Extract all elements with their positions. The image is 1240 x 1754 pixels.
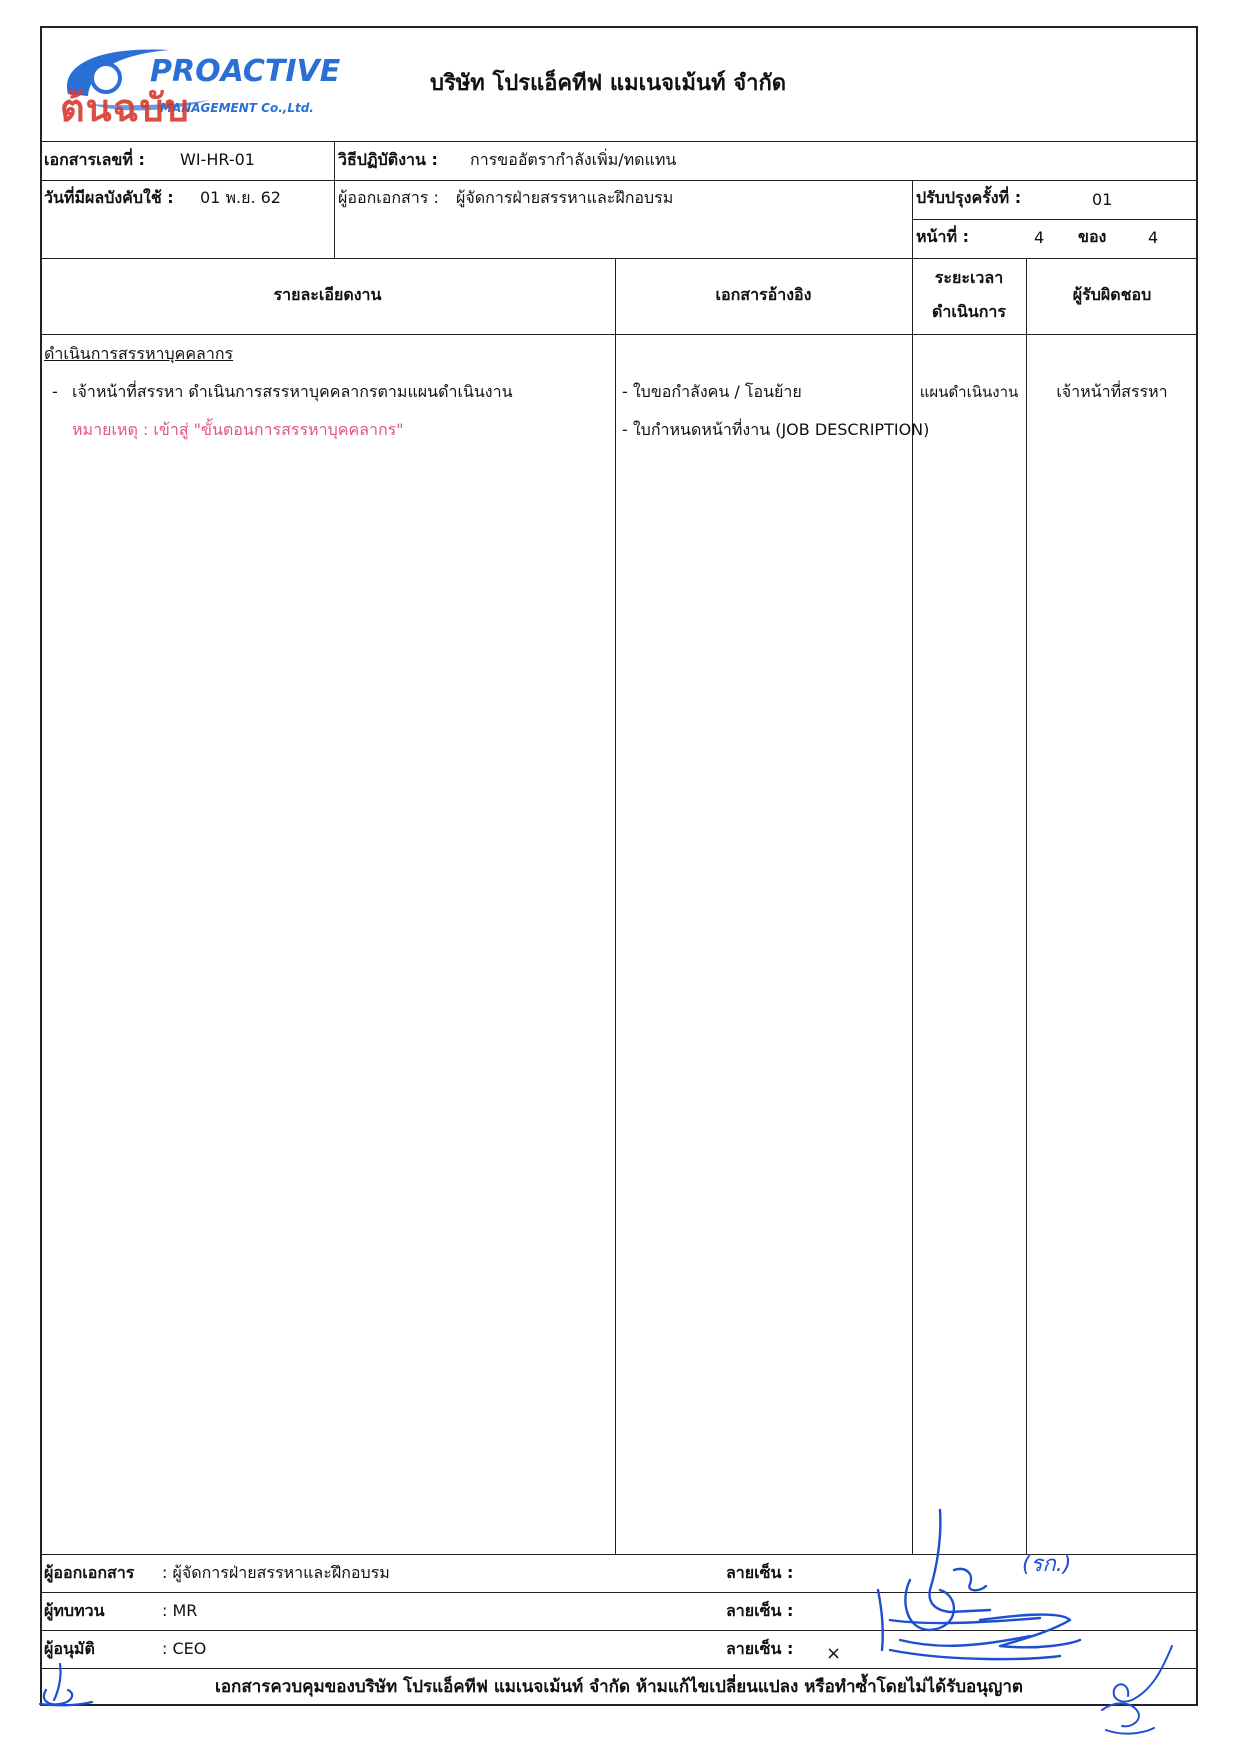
page-label: หน้าที่ : [916, 227, 969, 246]
rule-info-bottom [40, 258, 1198, 259]
corner-initial-right [1092, 1640, 1182, 1740]
footer-issuer-label: ผู้ออกเอกสาร [44, 1563, 135, 1582]
revision-label: ปรับปรุงครั้งที่ : [916, 188, 1022, 207]
section-title: ดำเนินการสรรหาบุคคลากร [44, 344, 234, 363]
rule-info-col-2 [912, 180, 913, 258]
footer-approver-label: ผู้อนุมัติ [44, 1639, 95, 1658]
step-note: หมายเหตุ : เข้าสู่ "ขั้นตอนการสรรหาบุคคลากร" [72, 420, 404, 439]
rule-revision-bottom [912, 219, 1198, 220]
footer-reviewer-value: : MR [162, 1601, 198, 1620]
logo-subtitle: MANAGEMENT Co.,Ltd. [160, 101, 314, 115]
rule-table-header-bottom [40, 334, 1198, 335]
responsible-value: เจ้าหน้าที่สรรหา [1056, 382, 1168, 401]
approval-x-mark: × [826, 1643, 842, 1664]
signature-note: (รก.) [1022, 1552, 1072, 1577]
reference-item-1: - ใบขอกำลังคน / โอนย้าย [622, 382, 802, 401]
doc-no-label: เอกสารเลขที่ : [44, 150, 145, 169]
page-number: 4 [1034, 228, 1045, 247]
footer-reviewer-label: ผู้ทบทวน [44, 1601, 105, 1620]
rule-table-col-2 [912, 258, 913, 1554]
company-name: บริษัท โปรแอ็คทีฟ แมเนจเม้นท์ จำกัด [430, 71, 787, 96]
page-of-label: ของ [1078, 227, 1107, 246]
rule-info-col-1 [334, 141, 335, 258]
effective-label: วันที่มีผลบังคับใช้ : [44, 188, 174, 207]
header-duration-line1: ระยะเวลา [934, 268, 1004, 287]
duration-value: แผนดำเนินงาน [919, 383, 1019, 401]
header-duration-line2: ดำเนินการ [932, 302, 1006, 321]
corner-initial-left [36, 1660, 96, 1710]
footer-approver-value: : CEO [162, 1639, 207, 1658]
footer-signature-label-1: ลายเซ็น : [726, 1563, 794, 1582]
step-text: เจ้าหน้าที่สรรหา ดำเนินการสรรหาบุคคลากรตามแผนดำเนินงาน [72, 382, 513, 401]
footer-issuer-value: : ผู้จัดการฝ่ายสรรหาและฝึกอบรม [162, 1563, 390, 1582]
page-total: 4 [1148, 228, 1159, 247]
original-stamp: ต้นฉบับ [60, 85, 190, 130]
doc-no-value: WI-HR-01 [180, 150, 255, 169]
rule-table-col-3 [1026, 258, 1027, 1554]
rule-docno-bottom [40, 180, 1198, 181]
issuer-label: ผู้ออกเอกสาร : [338, 188, 439, 207]
procedure-label: วิธีปฏิบัติงาน : [338, 150, 438, 169]
header-responsible: ผู้รับผิดชอบ [1072, 285, 1152, 304]
revision-value: 01 [1092, 190, 1113, 209]
footer-signature-label-2: ลายเซ็น : [726, 1601, 794, 1620]
rule-table-col-1 [615, 258, 616, 1554]
rule-header-bottom [40, 141, 1198, 142]
header-reference: เอกสารอ้างอิง [715, 285, 812, 304]
footer-signature-label-3: ลายเซ็น : [726, 1639, 794, 1658]
reference-item-2: - ใบกำหนดหน้าที่งาน (JOB DESCRIPTION) [622, 420, 930, 439]
procedure-value: การขออัตรากำลังเพิ่ม/ทดแทน [470, 150, 677, 169]
logo-name: PROACTIVE [150, 54, 341, 89]
issuer-value: ผู้จัดการฝ่ายสรรหาและฝึกอบรม [456, 188, 674, 207]
step-bullet: - [52, 382, 58, 401]
effective-value: 01 พ.ย. 62 [200, 188, 281, 207]
control-notice: เอกสารควบคุมของบริษัท โปรแอ็คทีฟ แมเนจเม้นท์ จำกัด ห้ามแก้ไขเปลี่ยนแปลง หรือทำซ้ำโดยไม่ได้รับอนุญาต [215, 1677, 1023, 1697]
header-details: รายละเอียดงาน [273, 285, 382, 304]
